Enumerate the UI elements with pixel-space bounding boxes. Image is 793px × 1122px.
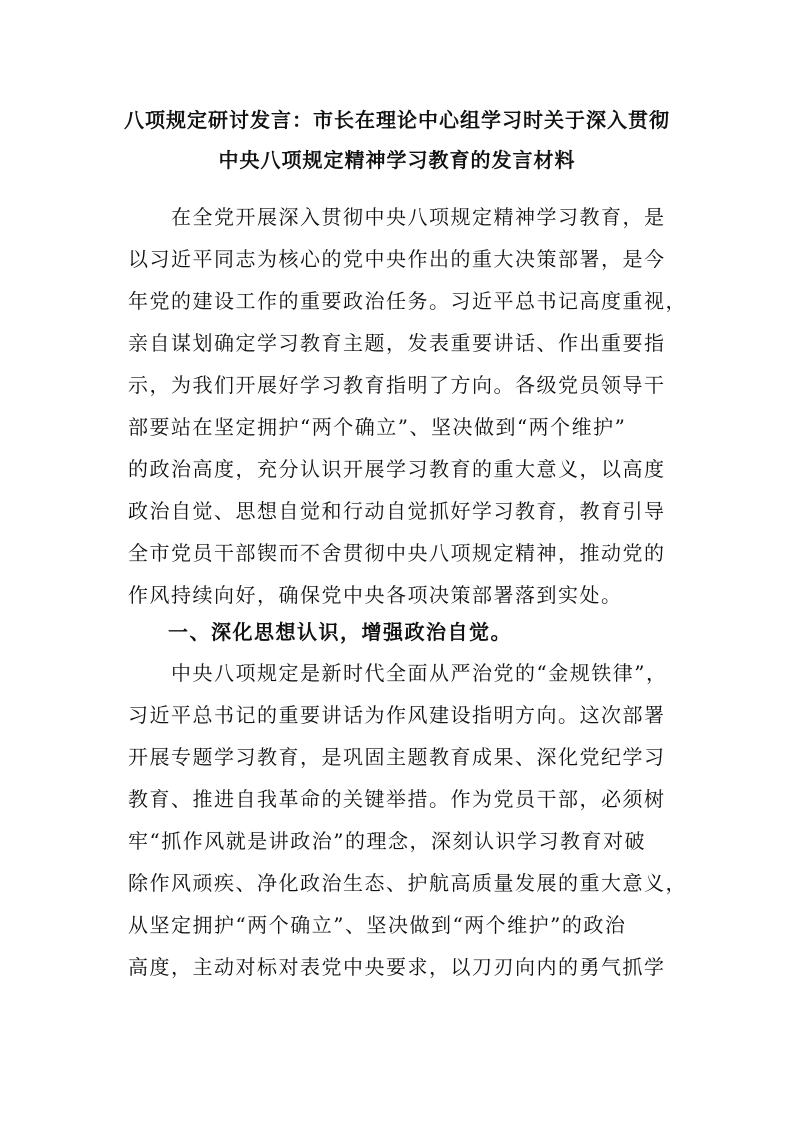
paragraph-line: 牢“抓作风就是讲政治”的理念，深刻认识学习教育对破 <box>128 829 646 853</box>
paragraph-line: 在全党开展深入贯彻中央八项规定精神学习教育，是 <box>128 205 666 229</box>
paragraph-line: 亲自谋划确定学习教育主题，发表重要讲话、作出重要指 <box>128 331 666 355</box>
paragraph-line: 除作风顽疾、净化政治生态、护航高质量发展的重大意义， <box>128 871 687 895</box>
paragraph-line: 年党的建设工作的重要政治任务。习近平总书记高度重视， <box>128 289 687 313</box>
paragraph-line: 教育、推进自我革命的关键举措。作为党员干部，必须树 <box>128 787 666 811</box>
paragraph-line: 以习近平同志为核心的党中央作出的重大决策部署，是今 <box>128 247 666 271</box>
paragraph-line: 习近平总书记的重要讲话为作风建设指明方向。这次部署 <box>128 703 666 727</box>
paragraph-intro <box>128 196 687 616</box>
title-line-1: 八项规定研讨发言：市长在理论中心组学习时关于深入贯彻 <box>124 108 670 132</box>
paragraph-line: 作风持续向好，确保党中央各项决策部署落到实处。 <box>128 583 623 607</box>
paragraph-section1 <box>128 652 687 988</box>
paragraph-line: 开展专题学习教育，是巩固主题教育成果、深化党纪学习 <box>128 745 666 769</box>
paragraph-line: 部要站在坚定拥护“两个确立”、坚决做到“两个维护” <box>128 415 627 439</box>
title-line-2: 中央八项规定精神学习教育的发言材料 <box>218 148 576 172</box>
paragraph-line: 政治自觉、思想自觉和行动自觉抓好学习教育，教育引导 <box>128 499 666 523</box>
document-title <box>96 100 698 180</box>
paragraph-line: 中央八项规定是新时代全面从严治党的“金规铁律”， <box>128 661 668 685</box>
paragraph-line: 的政治高度，充分认识开展学习教育的重大意义，以高度 <box>128 457 666 481</box>
paragraph-line: 高度，主动对标对表党中央要求，以刀刃向内的勇气抓学 <box>128 955 666 979</box>
paragraph-line: 全市党员干部锲而不舍贯彻中央八项规定精神，推动党的 <box>128 541 666 565</box>
paragraph-line: 示，为我们开展好学习教育指明了方向。各级党员领导干 <box>128 373 666 397</box>
section-heading-1: 一、深化思想认识，增强政治自觉。 <box>168 620 512 644</box>
paragraph-line: 从坚定拥护“两个确立”、坚决做到“两个维护”的政治 <box>128 913 627 937</box>
